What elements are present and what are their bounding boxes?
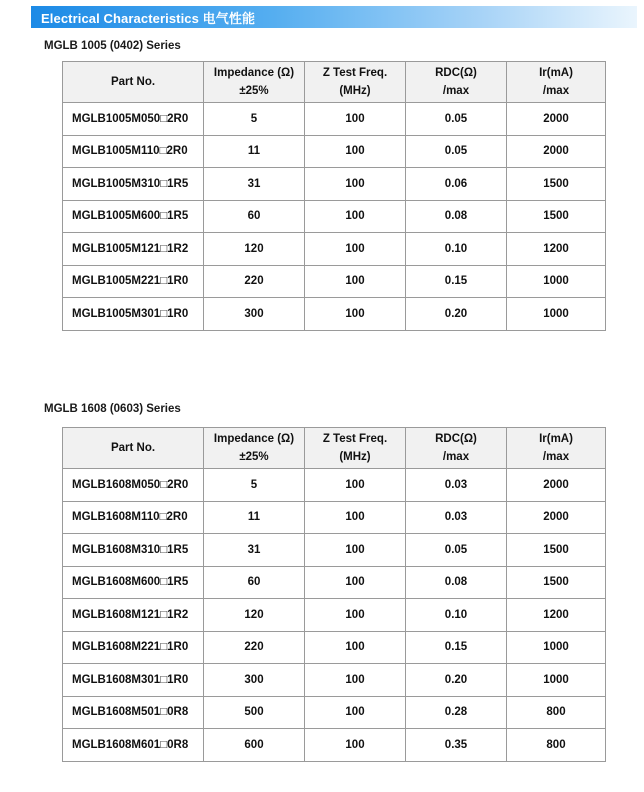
section-title: Electrical Characteristics 电气性能 <box>41 10 256 26</box>
cell-rdc: 0.20 <box>406 298 507 331</box>
table-row <box>63 233 606 266</box>
cell-rdc: 0.08 <box>406 200 507 233</box>
table-row <box>63 566 606 599</box>
cell-part-no: MGLB1005M221□1R0 <box>63 265 204 298</box>
table-row <box>63 103 606 136</box>
cell-rdc: 0.10 <box>406 233 507 266</box>
cell-rdc: 0.15 <box>406 631 507 664</box>
series-title-1005: MGLB 1005 (0402) Series <box>44 40 181 52</box>
cell-ir: 2000 <box>507 135 606 168</box>
cell-ir: 1500 <box>507 168 606 201</box>
table-row <box>63 664 606 697</box>
table-header-row <box>63 62 606 103</box>
cell-rdc: 0.05 <box>406 135 507 168</box>
cell-test-freq: 100 <box>305 298 406 331</box>
spec-table-1005 <box>62 61 606 331</box>
cell-impedance: 11 <box>204 135 305 168</box>
cell-impedance: 5 <box>204 469 305 502</box>
cell-ir: 1200 <box>507 599 606 632</box>
cell-part-no: MGLB1608M601□0R8 <box>63 729 204 762</box>
cell-rdc: 0.03 <box>406 469 507 502</box>
cell-part-no: MGLB1005M301□1R0 <box>63 298 204 331</box>
table-row <box>63 501 606 534</box>
cell-rdc: 0.08 <box>406 566 507 599</box>
header-ir: Ir(mA) /max <box>507 428 606 469</box>
cell-test-freq: 100 <box>305 501 406 534</box>
cell-part-no: MGLB1005M121□1R2 <box>63 233 204 266</box>
header-ir: Ir(mA) /max <box>507 62 606 103</box>
cell-ir: 1000 <box>507 265 606 298</box>
cell-impedance: 220 <box>204 265 305 298</box>
cell-test-freq: 100 <box>305 566 406 599</box>
table-row <box>63 469 606 502</box>
cell-test-freq: 100 <box>305 103 406 136</box>
table-row <box>63 599 606 632</box>
cell-impedance: 5 <box>204 103 305 136</box>
header-test-freq: Z Test Freq. (MHz) <box>305 62 406 103</box>
header-part-no: Part No. <box>63 428 204 469</box>
cell-test-freq: 100 <box>305 534 406 567</box>
cell-part-no: MGLB1608M110□2R0 <box>63 501 204 534</box>
table-row <box>63 200 606 233</box>
cell-part-no: MGLB1608M301□1R0 <box>63 664 204 697</box>
cell-impedance: 300 <box>204 664 305 697</box>
cell-part-no: MGLB1005M310□1R5 <box>63 168 204 201</box>
cell-ir: 1500 <box>507 200 606 233</box>
header-rdc: RDC(Ω) /max <box>406 428 507 469</box>
cell-rdc: 0.05 <box>406 534 507 567</box>
table-header-row <box>63 428 606 469</box>
table-row <box>63 168 606 201</box>
cell-impedance: 120 <box>204 599 305 632</box>
cell-part-no: MGLB1608M050□2R0 <box>63 469 204 502</box>
cell-test-freq: 100 <box>305 599 406 632</box>
table-row <box>63 631 606 664</box>
spec-table-1608 <box>62 427 606 762</box>
cell-part-no: MGLB1608M501□0R8 <box>63 696 204 729</box>
cell-ir: 1500 <box>507 566 606 599</box>
header-test-freq: Z Test Freq. (MHz) <box>305 428 406 469</box>
cell-impedance: 60 <box>204 200 305 233</box>
cell-impedance: 220 <box>204 631 305 664</box>
header-rdc: RDC(Ω) /max <box>406 62 507 103</box>
cell-ir: 1000 <box>507 298 606 331</box>
cell-test-freq: 100 <box>305 729 406 762</box>
cell-rdc: 0.05 <box>406 103 507 136</box>
table-row <box>63 696 606 729</box>
cell-ir: 1200 <box>507 233 606 266</box>
cell-test-freq: 100 <box>305 233 406 266</box>
table-row <box>63 265 606 298</box>
cell-impedance: 500 <box>204 696 305 729</box>
cell-test-freq: 100 <box>305 265 406 298</box>
cell-rdc: 0.10 <box>406 599 507 632</box>
cell-impedance: 31 <box>204 534 305 567</box>
cell-rdc: 0.28 <box>406 696 507 729</box>
cell-test-freq: 100 <box>305 664 406 697</box>
table-row <box>63 534 606 567</box>
header-impedance: Impedance (Ω) ±25% <box>204 428 305 469</box>
cell-test-freq: 100 <box>305 135 406 168</box>
section-header-banner <box>31 6 637 28</box>
cell-impedance: 600 <box>204 729 305 762</box>
cell-rdc: 0.20 <box>406 664 507 697</box>
header-part-no: Part No. <box>63 62 204 103</box>
table-row <box>63 135 606 168</box>
cell-part-no: MGLB1005M110□2R0 <box>63 135 204 168</box>
cell-part-no: MGLB1608M600□1R5 <box>63 566 204 599</box>
cell-ir: 1000 <box>507 664 606 697</box>
cell-impedance: 31 <box>204 168 305 201</box>
cell-ir: 2000 <box>507 469 606 502</box>
cell-rdc: 0.35 <box>406 729 507 762</box>
series-title-1608: MGLB 1608 (0603) Series <box>44 403 181 415</box>
cell-rdc: 0.15 <box>406 265 507 298</box>
cell-test-freq: 100 <box>305 631 406 664</box>
cell-ir: 1000 <box>507 631 606 664</box>
cell-test-freq: 100 <box>305 696 406 729</box>
cell-ir: 2000 <box>507 501 606 534</box>
cell-part-no: MGLB1005M050□2R0 <box>63 103 204 136</box>
cell-ir: 1500 <box>507 534 606 567</box>
cell-test-freq: 100 <box>305 168 406 201</box>
cell-test-freq: 100 <box>305 200 406 233</box>
cell-part-no: MGLB1005M600□1R5 <box>63 200 204 233</box>
cell-impedance: 11 <box>204 501 305 534</box>
cell-rdc: 0.03 <box>406 501 507 534</box>
table-row <box>63 729 606 762</box>
cell-ir: 800 <box>507 696 606 729</box>
cell-ir: 2000 <box>507 103 606 136</box>
header-impedance: Impedance (Ω) ±25% <box>204 62 305 103</box>
cell-impedance: 60 <box>204 566 305 599</box>
table-row <box>63 298 606 331</box>
cell-part-no: MGLB1608M221□1R0 <box>63 631 204 664</box>
cell-test-freq: 100 <box>305 469 406 502</box>
cell-impedance: 300 <box>204 298 305 331</box>
cell-rdc: 0.06 <box>406 168 507 201</box>
cell-impedance: 120 <box>204 233 305 266</box>
cell-part-no: MGLB1608M121□1R2 <box>63 599 204 632</box>
cell-ir: 800 <box>507 729 606 762</box>
cell-part-no: MGLB1608M310□1R5 <box>63 534 204 567</box>
